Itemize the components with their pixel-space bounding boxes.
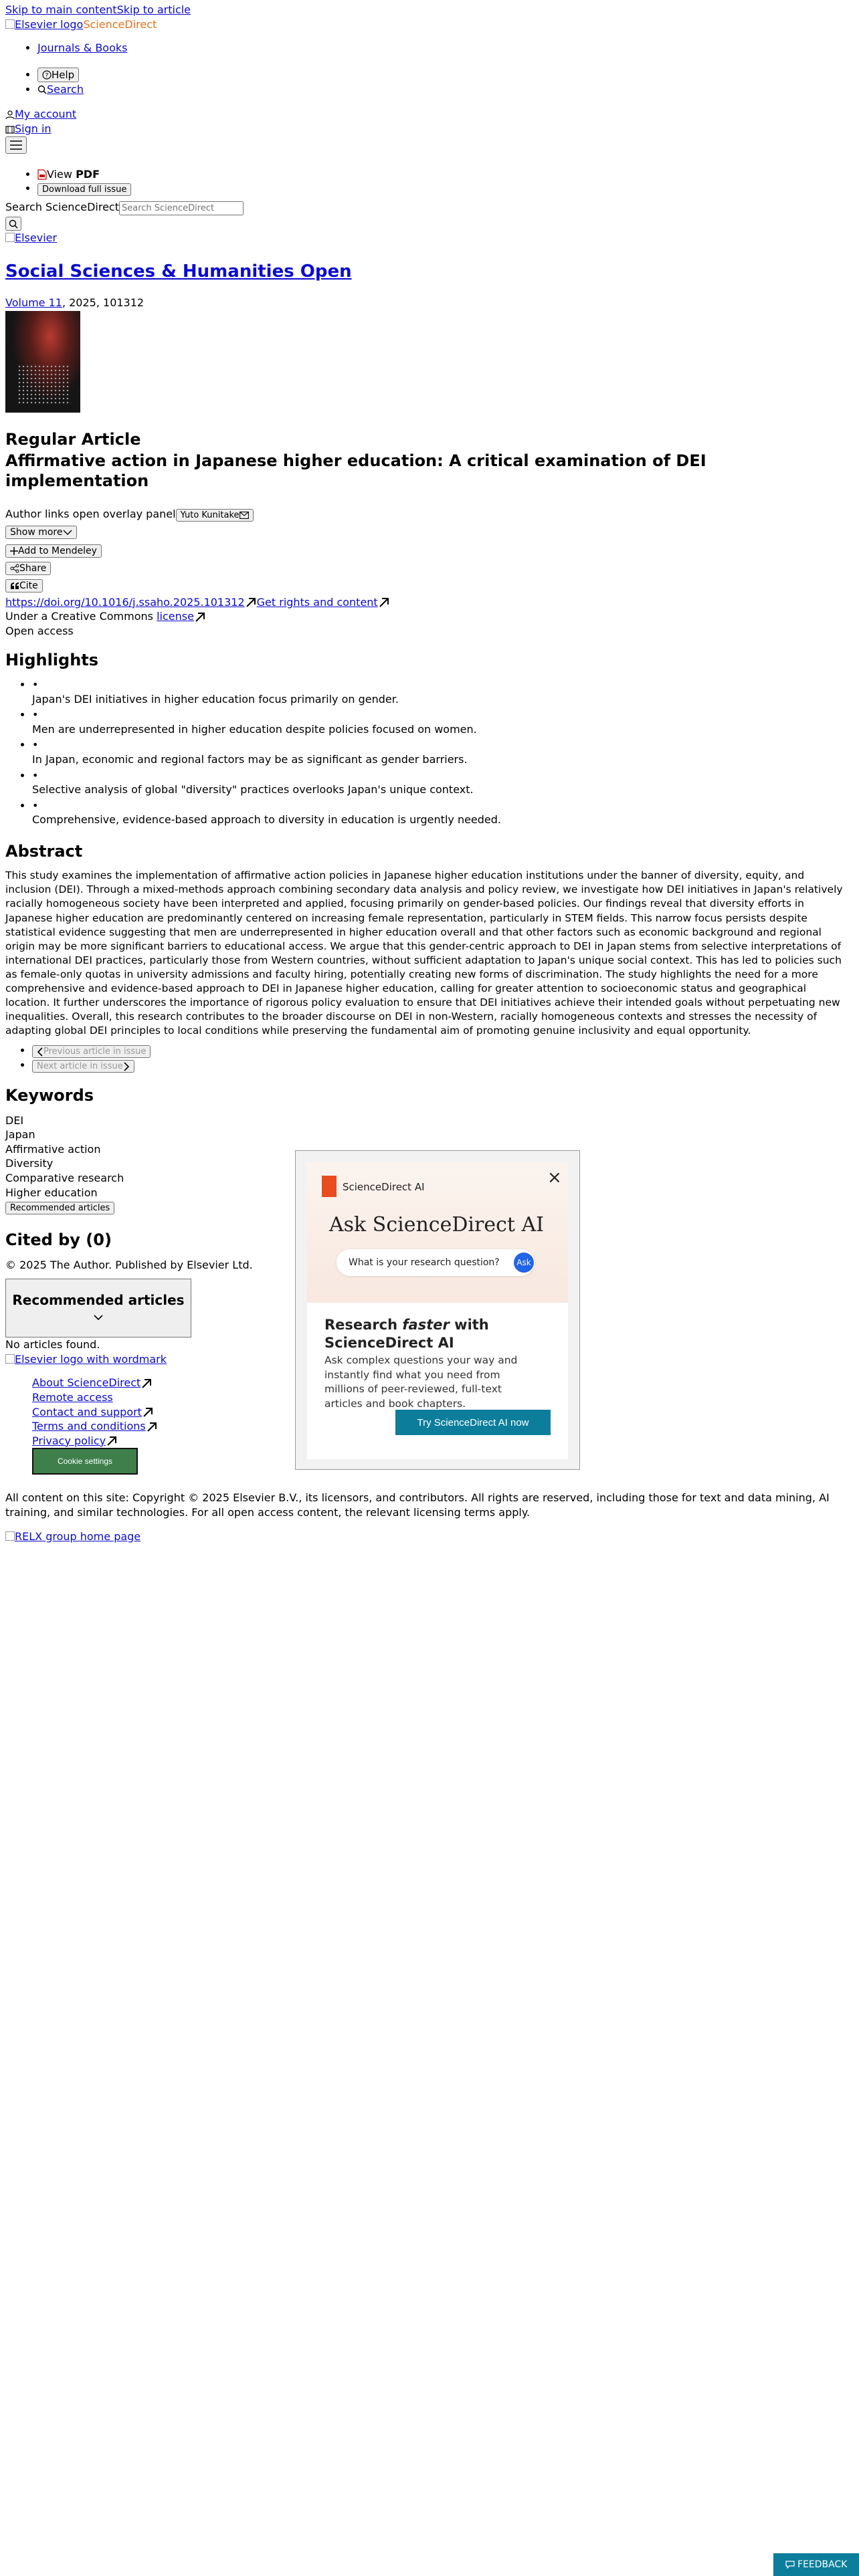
highlight-item: • • Selective analysis of global "diversity" practices overlooks Japan's unique context. <box>32 768 859 797</box>
license-prefix: Under a Creative Commons <box>5 610 157 623</box>
elsevier-footer-logo-link[interactable] <box>5 1353 167 1366</box>
volume-link[interactable]: Volume 11 <box>5 296 62 309</box>
envelope-icon <box>240 510 249 520</box>
ai-popup-card <box>307 1162 568 1459</box>
help-label: Help <box>52 68 75 81</box>
next-article-button[interactable] <box>32 1060 134 1073</box>
author-name: Yuto Kunitake <box>180 510 240 520</box>
hamburger-menu-icon <box>9 140 23 150</box>
view-label: View <box>47 167 76 181</box>
rights-content-link[interactable]: Get rights and content <box>256 595 378 609</box>
chat-bubble-icon <box>785 2559 795 2570</box>
chevron-left-icon <box>37 1047 43 1057</box>
article-toolbar <box>0 167 859 231</box>
external-link-icon <box>245 596 257 609</box>
no-articles-text: No articles found. <box>5 1338 100 1352</box>
ai-question-placeholder: What is your research question? <box>349 1257 500 1268</box>
chevron-right-icon <box>123 1061 130 1071</box>
share-icon <box>10 563 19 574</box>
help-button[interactable] <box>37 68 79 82</box>
highlight-item: • • In Japan, economic and regional factors may be as significant as gender barriers. <box>32 738 859 766</box>
chevron-down-icon <box>63 527 72 538</box>
highlight-text: Men are underrepresented in higher education despite policies focused on women. <box>32 722 477 736</box>
close-icon[interactable]: × <box>547 1168 562 1188</box>
highlight-text: Japan's DEI initiatives in higher education focus primarily on gender. <box>32 692 399 706</box>
ai-logo-mark <box>322 1176 337 1197</box>
relx-alt: RELX group home page <box>15 1529 141 1543</box>
header-search-link[interactable]: Search <box>47 82 84 96</box>
ai-title-part: Research <box>324 1317 403 1333</box>
next-article-label: Next article in issue <box>37 1061 123 1072</box>
ai-promo-title <box>324 1316 552 1353</box>
external-link-icon <box>194 610 206 623</box>
broken-image-icon <box>5 233 15 242</box>
plus-icon <box>10 546 18 556</box>
elsevier-alt: Elsevier <box>15 231 58 245</box>
copyright-notice: All content on this site: Copyright © 2025 Elsevier B.V., its licensors, and contributors. All rights are reserved, including those for text and data mining, AI training, and similar technologies. For all open access content, the relevant licensing terms apply. <box>5 1491 830 1519</box>
license-link[interactable]: license <box>157 610 194 623</box>
header-nav <box>5 41 859 56</box>
recommended-title: Recommended articles <box>12 1292 185 1309</box>
highlights-list <box>0 677 859 827</box>
broken-image-icon <box>5 1354 15 1364</box>
sciencedirect-wordmark: ScienceDirect <box>83 17 157 31</box>
external-link-icon <box>106 1434 118 1447</box>
ai-title-emphasis: faster <box>402 1317 450 1333</box>
author-button[interactable] <box>176 509 254 522</box>
sciencedirect-ai-popup <box>295 1150 580 1470</box>
person-icon <box>5 108 15 120</box>
skip-to-main-link[interactable]: Skip to main content <box>5 3 117 16</box>
show-more-button[interactable] <box>5 526 77 539</box>
show-more-label: Show more <box>10 526 63 538</box>
ai-promo-description: Ask complex questions your way and instantly find what you need from millions of peer-reviewed, full-text articles and book chapters. <box>324 1354 518 1410</box>
keyword: Diversity <box>5 1157 54 1170</box>
skip-to-article-link[interactable]: Skip to article <box>116 3 191 16</box>
previous-article-button[interactable] <box>32 1045 151 1058</box>
view-pdf-link[interactable] <box>37 168 100 181</box>
terms-conditions-link[interactable]: Terms and conditions <box>32 1420 146 1433</box>
cited-by-heading: Cited by (0) <box>5 1230 112 1250</box>
add-to-mendeley-button[interactable] <box>5 544 102 558</box>
elsevier-publisher-link[interactable] <box>5 231 57 244</box>
external-link-icon <box>142 1406 154 1418</box>
external-link-icon <box>140 1376 153 1389</box>
pdf-file-icon <box>37 168 47 181</box>
keyword: Affirmative action <box>5 1142 101 1156</box>
footer-logo-alt: Elsevier logo with wordmark <box>15 1352 167 1366</box>
external-link-icon <box>378 596 390 609</box>
volume-details: , 2025, 101312 <box>62 296 145 309</box>
feedback-label: FEEDBACK <box>797 2559 848 2570</box>
search-sciencedirect-input[interactable] <box>119 201 244 215</box>
author-links-label: Author links open overlay panel <box>5 507 176 520</box>
highlight-text: Selective analysis of global "diversity" practices overlooks Japan's unique context. <box>32 783 474 796</box>
cite-button[interactable] <box>5 579 43 593</box>
abstract-heading: Abstract <box>5 841 83 861</box>
cookie-settings-button[interactable]: Cookie settings <box>32 1448 138 1475</box>
keyword: Japan <box>5 1128 35 1142</box>
article-pagination <box>0 1043 859 1073</box>
about-sciencedirect-link[interactable]: About ScienceDirect <box>32 1376 141 1390</box>
search-sciencedirect-label: Search ScienceDirect <box>5 201 119 214</box>
ai-popup-banner <box>307 1162 568 1303</box>
abstract-text: This study examines the implementation of affirmative action policies in Japanese higher education institutions under the banner of diversity, equity, and inclusion (DEI). Through a mixed-methods approach combining secondary data analysis and policy review, we investigate how DEI initiatives in Japan's relatively racially homogeneous society have been interpreted and applied, focusing primarily on gender-based policies. Our findings reveal that diversity efforts in Japanese higher education are predominantly centered on increasing female representation, particularly in STEM fields. This narrow focus persists despite statistical evidence suggesting that men are underrepresented in higher education overall and that other factors such as economic background and regional origin may be more significant barriers to educational access. We argue that this gender-centric approach to DEI in Japan stems from selective interpretations of international DEI practices, particularly those from Western countries, without sufficient adaptation to Japan's unique social context. This has led to policies such as female-only quotas in university admissions and faculty hiring, potentially creating new forms of discrimination. The study highlights the need for a more comprehensive and evidence-based approach to DEI in Japanese higher education, calling for greater attention to socioeconomic status and geographical location. It further underscores the importance of rigorous policy evaluation to ensure that DEI initiatives achieve their intended goals without perpetuating new inequalities. Overall, this research contributes to the broader discourse on DEI in non-Western, racially homogeneous contexts and stresses the necessity of adapting global DEI principles to local conditions while preserving the fundamental aim of promoting genuine inclusivity and equal opportunity. <box>5 869 843 1037</box>
relx-home-link[interactable] <box>5 1530 140 1543</box>
try-sciencedirect-ai-button[interactable]: Try ScienceDirect AI now <box>395 1410 551 1435</box>
copyright-line: © 2025 The Author. Published by Elsevier Ltd. <box>5 1258 253 1271</box>
institution-icon <box>5 122 15 135</box>
search-icon <box>9 219 18 229</box>
article-title: Affirmative action in Japanese higher education: A critical examination of DEI implementation <box>5 451 706 490</box>
contact-support-link[interactable]: Contact and support <box>32 1405 142 1418</box>
ai-title-part: with ScienceDirect AI <box>324 1317 489 1352</box>
external-link-icon <box>146 1420 158 1432</box>
share-button[interactable] <box>5 562 51 575</box>
svg-text:?: • ? <box>45 72 49 80</box>
broken-image-icon <box>5 19 15 29</box>
ai-heading: Ask ScienceDirect AI <box>329 1213 545 1237</box>
remote-access-link[interactable]: Remote access <box>32 1390 113 1404</box>
help-circle-icon <box>42 69 52 81</box>
share-label: Share <box>19 562 47 574</box>
ai-question-input[interactable] <box>337 1249 535 1276</box>
chevron-down-icon <box>93 1310 104 1323</box>
highlight-item: • • Japan's DEI initiatives in higher education focus primarily on gender. <box>32 677 859 706</box>
pdf-label: PDF <box>76 167 100 181</box>
menu-button[interactable] <box>5 136 27 154</box>
doi-link[interactable]: https://doi.org/10.1016/j.ssaho.2025.101312 <box>5 595 245 609</box>
keyword: Higher education <box>5 1186 98 1199</box>
keyword: DEI <box>5 1113 24 1127</box>
broken-image-icon <box>5 1531 15 1541</box>
journal-cover-image[interactable] <box>5 311 80 413</box>
privacy-policy-link[interactable]: Privacy policy <box>32 1434 106 1447</box>
keywords-heading: Keywords <box>5 1086 94 1105</box>
ai-brand-label: ScienceDirect AI <box>343 1181 425 1193</box>
cite-label: Cite <box>19 580 38 591</box>
site-header <box>0 17 859 154</box>
elsevier-logo-alt: Elsevier logo <box>15 17 84 31</box>
sign-in-link[interactable]: Sign in <box>15 122 52 135</box>
header-utilities <box>5 68 859 97</box>
my-account-link[interactable]: My account <box>15 108 77 121</box>
search-icon <box>37 83 47 96</box>
highlight-item: • • Comprehensive, evidence-based approach to diversity in education is urgently needed. <box>32 798 859 827</box>
previous-article-label: Previous article in issue <box>43 1047 147 1057</box>
search-submit-button[interactable] <box>5 217 21 231</box>
download-full-issue-button[interactable]: Download full issue <box>37 183 131 196</box>
journals-books-link[interactable]: Journals & Books <box>37 41 128 55</box>
mendeley-label: Add to Mendeley <box>18 545 97 556</box>
open-access-label: Open access <box>5 625 74 638</box>
highlight-text: Comprehensive, evidence-based approach to diversity in education is urgently needed. <box>32 813 502 827</box>
highlights-heading: Highlights <box>5 650 99 669</box>
quote-icon <box>10 580 19 591</box>
feedback-button[interactable] <box>773 2553 859 2576</box>
highlight-item: • • Men are underrepresented in higher education despite policies focused on women. <box>32 708 859 736</box>
recommended-articles-button[interactable]: Recommended articles <box>5 1202 114 1214</box>
recommended-articles-toggle[interactable] <box>5 1279 191 1337</box>
article-type: Regular Article <box>5 430 141 449</box>
elsevier-logo-link[interactable] <box>5 18 83 31</box>
keyword: Comparative research <box>5 1172 124 1185</box>
ask-button[interactable]: Ask <box>514 1253 534 1273</box>
journal-title-link[interactable]: Social Sciences & Humanities Open <box>5 261 352 282</box>
highlight-text: In Japan, economic and regional factors may be as significant as gender barriers. <box>32 752 468 766</box>
